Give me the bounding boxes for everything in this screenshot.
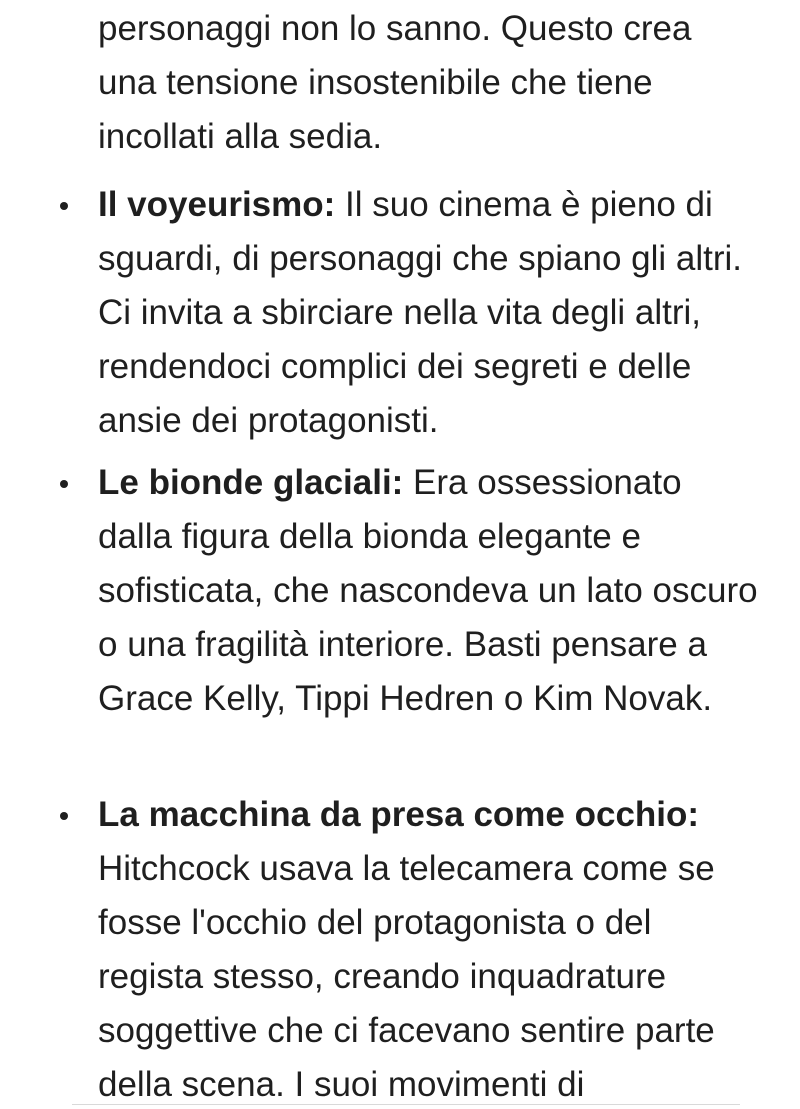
bullet-icon	[60, 812, 68, 820]
item-term: La macchina da presa come occhio:	[98, 795, 700, 834]
lead-paragraph: personaggi non lo sanno. Questo crea una tensione insostenibile che tiene incollati alla sedia.	[98, 9, 692, 156]
item-term: Il voyeurismo:	[98, 185, 336, 224]
item-text: Hitchcock usava la telecamera come se fosse l'occhio del protagonista o del regista stesso, creando inquadrature soggettive che ci facevano sentire parte della scena. I suoi movimenti di	[98, 849, 715, 1104]
list-item	[98, 178, 758, 448]
bullet-icon	[60, 202, 68, 210]
item-text: Era ossessionato dalla figura della bionda elegante e sofisticata, che nascondeva un lato oscuro o una fragilità interiore. Basti pensare a Grace Kelly, Tippi Hedren o Kim Novak.	[98, 463, 758, 718]
divider	[72, 1104, 740, 1105]
item-term: Le bionde glaciali:	[98, 463, 404, 502]
item-text: Il suo cinema è pieno di sguardi, di personaggi che spiano gli altri. Ci invita a sbirciare nella vita degli altri, rendendoci complici dei segreti e delle ansie dei protagonisti.	[98, 185, 742, 440]
list-item	[98, 788, 758, 1109]
bullet-icon	[60, 480, 68, 488]
list-item	[98, 456, 758, 726]
